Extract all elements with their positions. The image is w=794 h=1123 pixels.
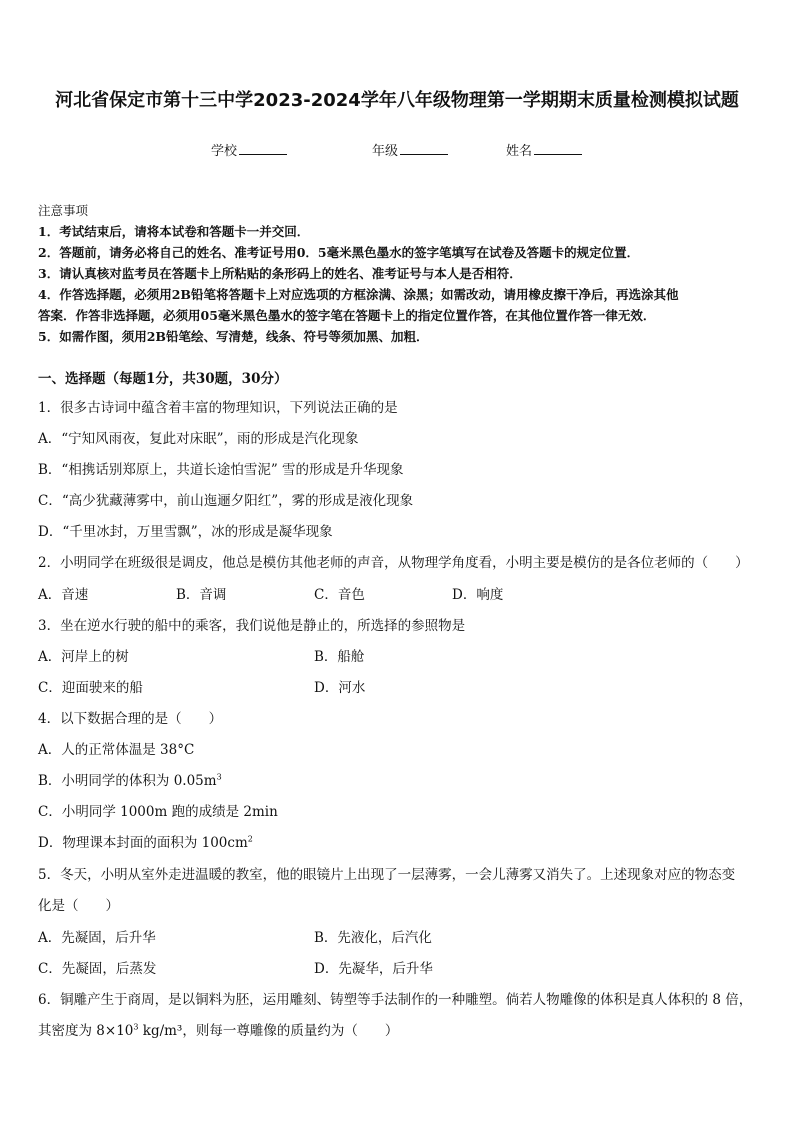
name-label: 姓名 — [506, 144, 533, 159]
question-2-option-a: A．音速 — [38, 587, 89, 603]
question-3-option-a: A．河岸上的树 — [38, 649, 129, 665]
question-5-stem-line2: 化是（ ） — [38, 898, 119, 914]
school-blank — [239, 142, 287, 155]
notice-head: 注意事项 — [38, 203, 89, 218]
question-1-stem: 1．很多古诗词中蕴含着丰富的物理知识，下列说法正确的是 — [38, 400, 398, 416]
question-4-option-d — [38, 831, 253, 851]
notice-item: 答案．作答非选择题，必须用05毫米黑色墨水的签字笔在答题卡上的指定位置作答，在其他位置作答一律无效． — [38, 308, 656, 323]
question-3-option-d: D．河水 — [314, 680, 366, 696]
notice-item: 5．如需作图，须用2B铅笔绘、写清楚，线条、符号等须加黑、加粗． — [38, 329, 429, 344]
grade-blank — [400, 142, 448, 155]
question-4-option-c: C．小明同学 1000m 跑的成绩是 2min — [38, 804, 278, 820]
question-6-stem-line1: 6．铜雕产生于商周，是以铜料为胚，运用雕刻、铸塑等手法制作的一种雕塑。倘若人物雕像的体积是真人体积的 8 倍， — [38, 992, 753, 1008]
question-6-stem-post: kg/m³，则每一尊雕像的质量约为（ ） — [138, 1023, 399, 1039]
question-4-option-d-text: D．物理课本封面的面积为 100cm — [38, 835, 248, 851]
question-3-option-c: C．迎面驶来的船 — [38, 680, 143, 696]
notice-item: 4．作答选择题，必须用2B铅笔将答题卡上对应选项的方框涂满、涂黑；如需改动，请用橡皮擦干净后，再选涂其他 — [38, 287, 679, 302]
question-6-stem-line2 — [38, 1019, 763, 1039]
school-field — [211, 140, 287, 159]
question-6-stem-pre: 其密度为 8×10 — [38, 1023, 134, 1039]
question-5-option-d: D．先凝华，后升华 — [314, 961, 433, 977]
name-field — [506, 140, 582, 159]
question-1-option-a: A．“宁知风雨夜，复此对床眠”，雨的形成是汽化现象 — [38, 431, 359, 447]
question-4-option-b-exp: 3 — [216, 772, 222, 782]
question-2-option-b: B．音调 — [176, 587, 227, 603]
student-info-row — [0, 140, 794, 160]
question-4-option-b — [38, 769, 222, 789]
question-5-option-b: B．先液化，后汽化 — [314, 930, 432, 946]
school-label: 学校 — [211, 144, 238, 159]
question-1-option-d: D．“千里冰封，万里雪飘”，冰的形成是凝华现象 — [38, 524, 333, 540]
name-blank — [534, 142, 582, 155]
question-4-option-a: A．人的正常体温是 38°C — [38, 742, 195, 758]
question-3-stem: 3．坐在逆水行驶的船中的乘客，我们说他是静止的，所选择的参照物是 — [38, 618, 466, 634]
notice-item: 1．考试结束后，请将本试卷和答题卡一并交回． — [38, 224, 310, 239]
exam-title: 河北省保定市第十三中学2023-2024学年八年级物理第一学期期末质量检测模拟试题 — [55, 90, 739, 111]
question-2-option-c: C．音色 — [314, 587, 365, 603]
question-2-option-d: D．响度 — [452, 587, 504, 603]
question-5-option-a: A．先凝固，后升华 — [38, 930, 156, 946]
grade-field — [372, 140, 448, 159]
section-heading: 一、选择题（每题1分，共30题，30分） — [38, 371, 288, 387]
question-3-option-b: B．船舱 — [314, 649, 365, 665]
question-1-option-b: B．“相携话别郑原上，共道长途怕雪泥” 雪的形成是升华现象 — [38, 462, 404, 478]
question-4-option-d-exp: 2 — [247, 834, 253, 844]
question-4-stem: 4．以下数据合理的是（ ） — [38, 711, 223, 727]
notice-item: 3．请认真核对监考员在答题卡上所粘贴的条形码上的姓名、准考证号与本人是否相符． — [38, 266, 522, 281]
question-5-stem-line1: 5．冬天，小明从室外走进温暖的教室，他的眼镜片上出现了一层薄雾，一会儿薄雾又消失了。上述现象对应的物态变 — [38, 867, 736, 883]
grade-label: 年级 — [372, 144, 399, 159]
question-1-option-c: C．“高少犹藏薄雾中，前山迤逦夕阳红”，雾的形成是液化现象 — [38, 493, 414, 509]
question-6-stem-exp: 3 — [133, 1022, 139, 1032]
notice-item: 2．答题前，请务必将自己的姓名、准考证号用0．5毫米黑色墨水的签字笔填写在试卷及答题卡的规定位置． — [38, 245, 640, 260]
question-2-stem: 2．小明同学在班级很是调皮，他总是模仿其他老师的声音，从物理学角度看，小明主要是模仿的是各位老师的（ ） — [38, 555, 749, 571]
question-5-option-c: C．先凝固，后蒸发 — [38, 961, 157, 977]
notice-block — [38, 200, 763, 347]
question-4-option-b-text: B．小明同学的体积为 0.05m — [38, 773, 217, 789]
